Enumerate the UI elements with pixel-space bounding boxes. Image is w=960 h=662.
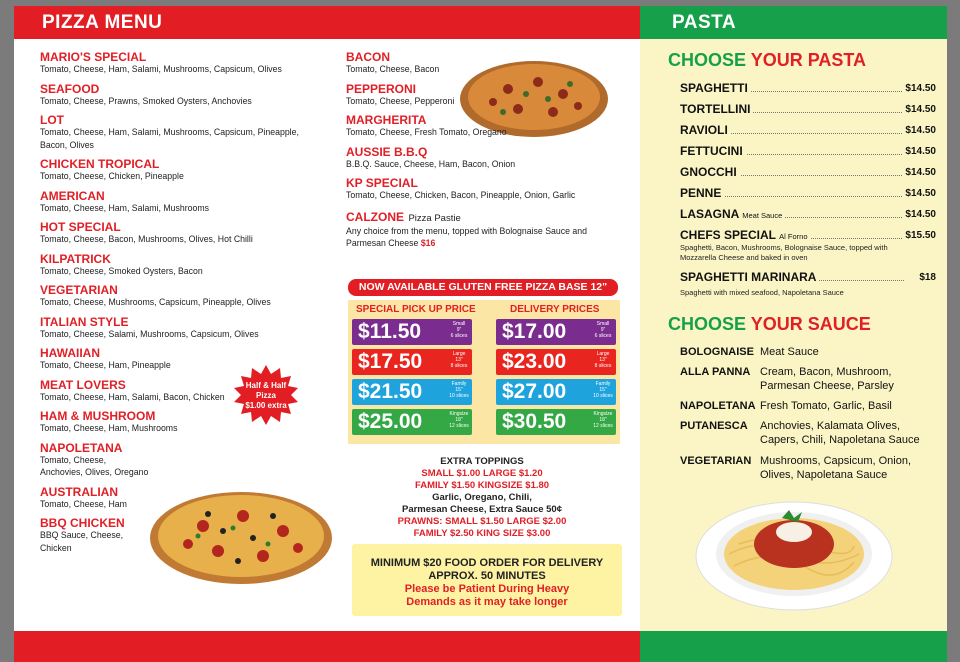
pizza-list-right — [346, 50, 626, 256]
pasta-price: $18 — [919, 272, 936, 283]
delivery-notice — [352, 544, 622, 616]
extras-line: SMALL $1.00 LARGE $1.20 — [421, 468, 543, 479]
badge-line: Pizza — [255, 391, 276, 400]
pizza-name: NAPOLETANA — [40, 440, 123, 455]
pizza-desc: Tomato, Cheese, Chicken, Bacon, Pineapple, Onion, Garlic — [346, 190, 576, 201]
size-slices: 12 slices — [449, 423, 469, 429]
pickup-price-large — [352, 349, 472, 375]
pizza-menu-title: PIZZA MENU — [42, 12, 163, 33]
pizza-desc: B.B.Q. Sauce, Cheese, Ham, Bacon, Onion — [346, 158, 516, 170]
pasta-price: $14.50 — [905, 125, 936, 136]
sauce-desc: Fresh Tomato, Garlic, Basil — [760, 400, 892, 412]
pizza-desc: Parmesan Cheese — [346, 238, 419, 249]
calzone-price: $16 — [420, 238, 436, 249]
delivery-price-kingsize — [496, 409, 616, 435]
pizza-image-bottom — [148, 486, 334, 586]
notice-line: APPROX. 50 MINUTES — [428, 570, 546, 582]
size-slices: 8 slices — [594, 363, 612, 369]
pasta-name: SPAGHETTI MARINARA — [680, 270, 819, 284]
notice-line: Demands as it may take longer — [406, 596, 568, 608]
size-inch: 9" — [456, 327, 462, 333]
size-slices: 10 slices — [449, 393, 469, 399]
pizza-desc: Tomato, Cheese, Ham, Pineapple — [40, 360, 171, 371]
size-inch: 15" — [455, 387, 463, 393]
size-slices: 6 slices — [450, 333, 468, 339]
pizza-desc: Tomato, Cheese, Chicken, Pineapple — [40, 171, 184, 182]
delivery-price-large — [496, 349, 616, 375]
pizza-item — [40, 441, 300, 480]
pasta-item — [680, 102, 936, 116]
heading-word: YOUR PASTA — [750, 50, 867, 70]
delivery-header: DELIVERY PRICES — [510, 304, 600, 315]
pizza-name: VEGETARIAN — [40, 283, 118, 297]
size-inch: 15" — [599, 387, 607, 393]
sauce-desc: Mushrooms, Capsicum, Onion, Olives, Napoletana Sauce — [760, 455, 911, 481]
pizza-desc: Tomato, Cheese, — [40, 454, 107, 466]
pizza-name: MEAT LOVERS — [40, 377, 126, 392]
size-slices: 10 slices — [593, 393, 613, 399]
desc-line: Mozzarella Cheese and baked in oven — [680, 253, 808, 262]
pizza-item — [40, 315, 300, 342]
extras-line: PRAWNS: SMALL $1.50 LARGE $2.00 — [397, 516, 567, 527]
size-slices: 12 slices — [593, 423, 613, 429]
pizza-desc: Any choice from the menu, topped with Bolognaise Sauce and — [346, 225, 587, 237]
sauce-desc: Cream, Bacon, Mushroom, Parmesan Cheese, Parsley — [760, 366, 894, 392]
delivery-price-small — [496, 319, 616, 345]
pasta-price: $14.50 — [905, 104, 936, 115]
pasta-price: $14.50 — [905, 83, 936, 94]
pasta-item — [680, 207, 936, 223]
pasta-item — [680, 165, 936, 179]
pizza-name: CHICKEN TROPICAL — [40, 157, 160, 171]
pizza-name: KP SPECIAL — [346, 176, 418, 190]
price-value: $17.00 — [502, 320, 567, 343]
price-value: $11.50 — [358, 320, 422, 343]
heading-word: CHOOSE — [668, 50, 747, 70]
pizza-desc: Tomato, Cheese, Bacon — [346, 64, 440, 75]
sauce-name: PUTANESCA — [680, 420, 748, 432]
choose-sauce-heading — [668, 314, 871, 335]
size-inch: 13" — [455, 357, 463, 363]
menu-sheet — [14, 6, 947, 662]
size-inch: 18" — [599, 417, 607, 423]
extras-line: Parmesan Cheese, Extra Sauce 50¢ — [401, 504, 562, 515]
sauce-name: VEGETARIAN — [680, 455, 752, 467]
pizza-name: HAWAIIAN — [40, 346, 100, 360]
price-value: $17.50 — [358, 350, 423, 373]
choose-pasta-heading — [668, 50, 866, 71]
heading-word: CHOOSE — [668, 314, 747, 334]
size-label: Kingsize — [449, 411, 469, 417]
pizza-item — [40, 283, 300, 310]
spaghetti-plate-image — [694, 496, 894, 612]
extra-toppings — [366, 456, 598, 540]
size-label: Small — [596, 321, 610, 327]
price-value: $23.00 — [502, 350, 567, 373]
notice-line: Please be Patient During Heavy — [404, 583, 570, 595]
pizza-name: HAM & MUSHROOM — [40, 409, 156, 423]
pizza-item — [346, 82, 626, 109]
pasta-name: FETTUCINI — [680, 144, 746, 158]
pickup-price-family — [352, 379, 472, 405]
pizza-desc: Tomato, Cheese, Prawns, Smoked Oysters, Anchovies — [40, 95, 252, 107]
pizza-name: AUSSIE B.B.Q — [346, 144, 428, 159]
half-half-badge — [232, 365, 300, 425]
pizza-item — [40, 113, 300, 152]
gluten-free-banner: NOW AVAILABLE GLUTEN FREE PIZZA BASE 12" — [348, 279, 618, 296]
badge-line: $1.00 extra — [245, 401, 287, 410]
price-grid — [348, 300, 620, 444]
pizza-item — [40, 189, 300, 216]
pizza-desc: Tomato, Cheese, Mushrooms, Capsicum, Pineapple, Olives — [40, 297, 271, 308]
pizza-item — [40, 82, 300, 109]
pizza-desc: Tomato, Cheese, Ham — [40, 498, 127, 510]
pasta-item — [680, 144, 936, 158]
pasta-name: CHEFS SPECIAL — [680, 228, 776, 242]
pasta-price: $15.50 — [905, 230, 936, 241]
calzone-item — [346, 208, 626, 251]
pizza-item — [346, 50, 626, 77]
badge-line: Half & Half — [245, 381, 287, 390]
extras-title: EXTRA TOPPINGS — [440, 456, 524, 467]
pasta-price: $14.50 — [905, 209, 936, 220]
pizza-list-left — [40, 50, 300, 560]
size-label: Family — [595, 381, 611, 387]
pasta-item — [680, 81, 936, 95]
pasta-price: $14.50 — [905, 146, 936, 157]
pasta-name: RAVIOLI — [680, 123, 731, 137]
pizza-desc: Tomato, Cheese, Ham, Salami, Bacon, Chicken — [40, 391, 225, 403]
pizza-name: LOT — [40, 113, 64, 127]
chefs-special-desc — [680, 243, 910, 263]
pizza-name: BACON — [346, 50, 390, 64]
pizza-name: MARIO'S SPECIAL — [40, 50, 147, 64]
size-inch: 18" — [455, 417, 463, 423]
sauce-name: BOLOGNAISE — [680, 346, 754, 358]
size-label: Large — [596, 351, 610, 357]
pizza-name: MARGHERITA — [346, 113, 427, 127]
sauce-desc: Meat Sauce — [760, 346, 819, 358]
pizza-desc: Bacon, Olives — [40, 139, 94, 151]
pizza-item — [40, 157, 300, 184]
pasta-item — [680, 270, 936, 284]
extras-line: Garlic, Oregano, Chili, — [432, 492, 532, 503]
pizza-desc: Tomato, Cheese, Salami, Mushrooms, Capsicum, Olives — [40, 328, 259, 340]
pizza-desc: Tomato, Cheese, Ham, Salami, Mushrooms, Capsicum, Pineapple, — [40, 127, 299, 138]
pizza-name: CALZONE — [346, 209, 404, 224]
size-inch: 13" — [599, 357, 607, 363]
pizza-desc: Chicken — [40, 542, 72, 554]
price-value: $27.00 — [502, 380, 567, 403]
pizza-item — [40, 50, 300, 77]
pizza-item — [346, 145, 626, 172]
desc-line: Spaghetti, Bacon, Mushrooms, Bolognaise Sauce, topped with — [680, 243, 888, 252]
pizza-name: ITALIAN STYLE — [40, 314, 129, 329]
price-value: $30.50 — [502, 410, 567, 433]
pasta-sub: Meat Sauce — [742, 211, 783, 220]
pasta-name: LASAGNA — [680, 207, 739, 221]
sauce-name: NAPOLETANA — [680, 400, 756, 412]
price-value: $21.50 — [358, 380, 423, 403]
extras-line: FAMILY $1.50 KINGSIZE $1.80 — [414, 480, 550, 491]
pickup-price-kingsize — [352, 409, 472, 435]
pizza-name: KILPATRICK — [40, 251, 111, 266]
price-value: $25.00 — [358, 410, 423, 433]
pizza-desc: Tomato, Cheese, Pepperoni — [346, 95, 455, 107]
pickup-price-small — [352, 319, 472, 345]
size-slices: 6 slices — [594, 333, 612, 339]
pizza-footer-bar — [14, 631, 640, 662]
pasta-item — [680, 123, 936, 137]
size-label: Large — [452, 351, 466, 357]
size-slices: 8 slices — [450, 363, 468, 369]
pasta-title: PASTA — [672, 12, 737, 33]
heading-word: YOUR SAUCE — [750, 314, 871, 334]
pasta-name: GNOCCHI — [680, 165, 740, 179]
pizza-item — [346, 113, 626, 140]
pizza-desc: Tomato, Cheese, Fresh Tomato, Oregano — [346, 127, 507, 138]
size-label: Small — [452, 321, 466, 327]
pizza-desc: Anchovies, Olives, Oregano — [40, 467, 149, 478]
pasta-sub: Al Forno — [779, 232, 808, 241]
pizza-name: AMERICAN — [40, 188, 105, 203]
pizza-desc: BBQ Sauce, Cheese, — [40, 530, 124, 541]
pizza-name: BBQ CHICKEN — [40, 516, 125, 530]
pizza-name: PEPPERONI — [346, 81, 417, 96]
size-inch: 9" — [600, 327, 606, 333]
pickup-header: SPECIAL PICK UP PRICE — [356, 304, 476, 315]
calzone-sub: Pizza Pastie — [408, 212, 461, 224]
pizza-desc: Tomato, Cheese, Smoked Oysters, Bacon — [40, 265, 203, 277]
size-label: Kingsize — [593, 411, 613, 417]
pizza-desc: Tomato, Cheese, Ham, Mushrooms — [40, 423, 178, 434]
pasta-footer-bar — [640, 631, 947, 662]
marinara-desc: Spaghetti with mixed seafood, Napoletana Sauce — [680, 288, 844, 297]
pizza-item — [346, 176, 626, 203]
pasta-name: PENNE — [680, 186, 724, 200]
pasta-price: $14.50 — [905, 167, 936, 178]
pasta-name: SPAGHETTI — [680, 81, 751, 95]
size-label: Family — [451, 381, 467, 387]
pizza-name: HOT SPECIAL — [40, 220, 121, 234]
pizza-item — [40, 252, 300, 279]
pasta-item — [680, 186, 936, 200]
sauce-name: ALLA PANNA — [680, 366, 751, 378]
pizza-name: AUSTRALIAN — [40, 484, 118, 499]
extras-line: FAMILY $2.50 KING SIZE $3.00 — [413, 528, 551, 539]
pizza-desc: Tomato, Cheese, Ham, Salami, Mushrooms, Capsicum, Olives — [40, 64, 282, 75]
pizza-desc: Tomato, Cheese, Bacon, Mushrooms, Olives, Hot Chilli — [40, 234, 253, 245]
notice-line: MINIMUM $20 FOOD ORDER FOR DELIVERY — [370, 557, 604, 569]
pizza-name: SEAFOOD — [40, 81, 100, 96]
delivery-price-family — [496, 379, 616, 405]
sauce-desc: Anchovies, Kalamata Olives, Capers, Chili, Napoletana Sauce — [760, 420, 920, 446]
pizza-item — [40, 220, 300, 247]
pasta-name: TORTELLINI — [680, 102, 753, 116]
pasta-price: $14.50 — [905, 188, 936, 199]
pizza-desc: Tomato, Cheese, Ham, Salami, Mushrooms — [40, 202, 210, 214]
pasta-item — [680, 228, 936, 244]
